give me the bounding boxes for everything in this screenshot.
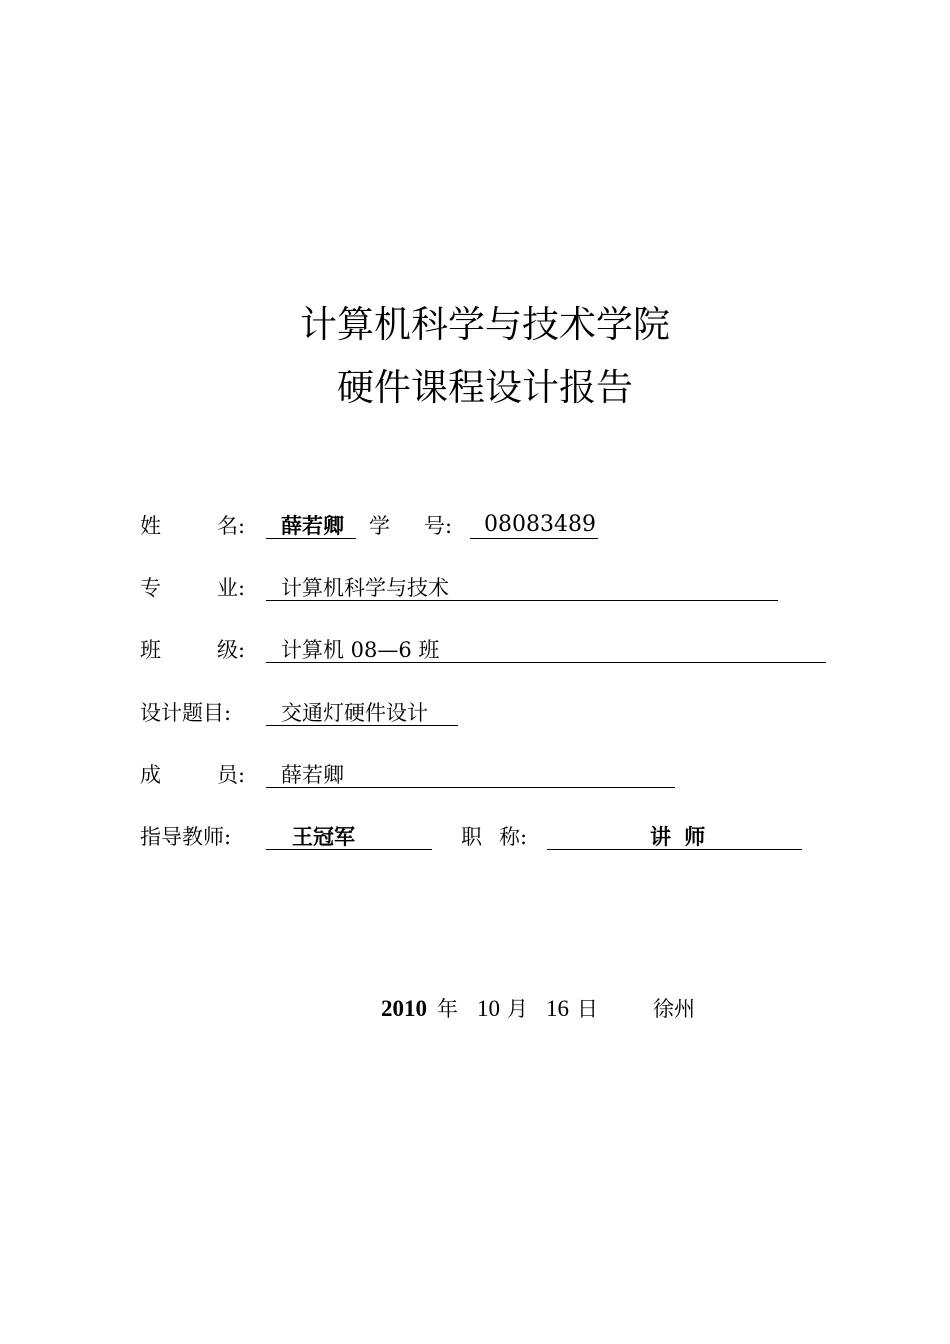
date-year-unit: 年 xyxy=(437,997,458,1021)
name-label-char1: 姓 xyxy=(140,514,161,538)
members-label-char2: 员: xyxy=(217,763,246,787)
date-year: 2010 xyxy=(381,996,427,1021)
class-value: 计算机 08—6 班 xyxy=(281,638,440,662)
topic-underline xyxy=(266,725,458,726)
date-day: 16 xyxy=(546,996,569,1021)
report-title-line2: 硬件课程设计报告 xyxy=(337,366,633,409)
name-label-char2: 名: xyxy=(217,514,246,538)
major-value: 计算机科学与技术 xyxy=(281,576,449,600)
student-id-underline xyxy=(470,538,598,539)
date-day-unit: 日 xyxy=(577,997,598,1021)
members-label-char1: 成 xyxy=(140,763,161,787)
rank-underline xyxy=(547,849,802,850)
advisor-label: 指导教师: xyxy=(140,825,232,849)
class-underline xyxy=(266,662,826,663)
student-id-label-char2: 号: xyxy=(424,514,453,538)
date-month: 10 xyxy=(477,996,500,1021)
name-underline xyxy=(266,538,356,539)
members-underline xyxy=(266,787,675,788)
student-id-value: 08083489 xyxy=(484,512,596,537)
class-label-char1: 班 xyxy=(140,638,161,662)
report-title-line1: 计算机科学与技术学院 xyxy=(300,303,670,346)
class-label-char2: 级: xyxy=(217,638,246,662)
student-id-label-char1: 学 xyxy=(369,514,390,538)
advisor-underline xyxy=(266,849,432,850)
rank-label-char2: 称: xyxy=(499,825,528,849)
members-value: 薛若卿 xyxy=(281,763,344,787)
name-value: 薛若卿 xyxy=(281,513,344,538)
major-label-char1: 专 xyxy=(140,576,161,600)
major-label-char2: 业: xyxy=(217,576,246,600)
major-underline xyxy=(266,600,778,601)
topic-label: 设计题目: xyxy=(140,701,232,725)
place: 徐州 xyxy=(653,997,695,1021)
rank-value: 讲 师 xyxy=(650,824,706,849)
advisor-value: 王冠军 xyxy=(292,824,355,849)
rank-label-char1: 职 xyxy=(461,825,482,849)
date-month-unit: 月 xyxy=(507,997,528,1021)
topic-value: 交通灯硬件设计 xyxy=(281,701,428,725)
